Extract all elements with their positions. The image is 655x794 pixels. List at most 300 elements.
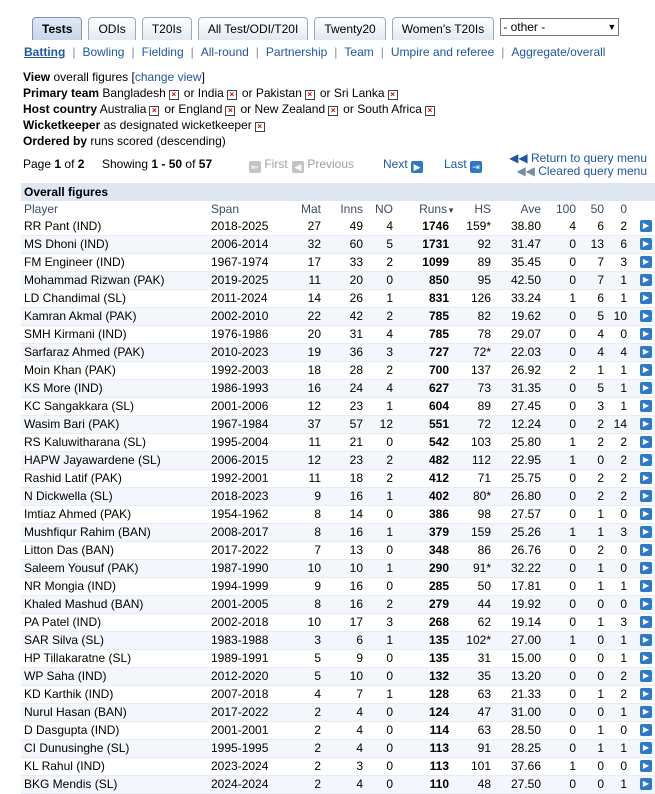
ducks-cell: 2 (620, 669, 627, 683)
view-details-icon[interactable]: ▶ (640, 418, 652, 430)
player-name: KC Sangakkara (SL) (24, 399, 135, 413)
ave-cell: 25.26 (510, 525, 541, 539)
fifties-cell: 1 (597, 525, 604, 539)
span-cell: 2024-2024 (211, 777, 269, 791)
runs-cell: 482 (428, 453, 449, 467)
runs-cell: 542 (428, 435, 449, 449)
player-name: SMH Kirmani (IND) (24, 327, 127, 341)
view-details-icon[interactable]: ▶ (640, 400, 652, 412)
ordered-text: runs scored (descending) (90, 134, 226, 148)
no-cell: 1 (386, 633, 393, 647)
hundreds-cell: 0 (569, 399, 576, 413)
hs-cell: 82 (477, 309, 491, 323)
nav-batting[interactable]: Batting (24, 45, 66, 59)
last-page-button[interactable]: Last ⇥ (444, 157, 482, 173)
table-row (21, 398, 655, 416)
view-details-icon[interactable]: ▶ (640, 490, 652, 502)
inns-cell: 33 (349, 255, 363, 269)
player-name: Sarfaraz Ahmed (PAK) (24, 345, 145, 359)
ducks-cell: 1 (620, 705, 627, 719)
first-page-button[interactable]: ⇤ First (249, 157, 288, 173)
hundreds-cell: 0 (569, 309, 576, 323)
span-cell: 1987-1990 (211, 561, 269, 575)
fifties-cell: 0 (597, 453, 604, 467)
player-name: FM Engineer (IND) (24, 255, 125, 269)
span-cell: 1954-1962 (211, 507, 269, 521)
next-page-button[interactable]: Next ▶ (383, 157, 423, 173)
host-country-item: England (178, 102, 223, 116)
col-inns[interactable]: Inns (340, 202, 363, 216)
hs-cell: 86 (477, 543, 491, 557)
table-row (21, 524, 655, 542)
ave-cell: 38.80 (510, 219, 541, 233)
remove-icon[interactable]: × (169, 90, 179, 100)
no-cell: 0 (386, 435, 393, 449)
remove-icon[interactable]: × (149, 106, 159, 116)
ducks-cell: 0 (620, 561, 627, 575)
host-country-item: New Zealand (254, 102, 326, 116)
other-select-value: - other - (503, 20, 546, 34)
no-cell: 1 (386, 399, 393, 413)
player-name: KD Karthik (IND) (24, 687, 114, 701)
player-name: SAR Silva (SL) (24, 633, 105, 647)
change-view-link[interactable]: change view (134, 70, 202, 84)
span-cell: 2017-2022 (211, 705, 269, 719)
hundreds-cell: 0 (569, 687, 576, 701)
col-mat[interactable]: Mat (300, 202, 321, 216)
tab-odis[interactable]: ODIs (88, 17, 135, 40)
mat-cell: 22 (307, 309, 321, 323)
view-details-icon[interactable]: ▶ (640, 364, 652, 376)
ave-cell: 31.00 (510, 705, 541, 719)
col-0[interactable]: 0 (620, 202, 627, 216)
tab-tests[interactable]: Tests (32, 17, 82, 40)
ducks-cell: 1 (620, 363, 627, 377)
table-row (21, 668, 655, 686)
tab-t20is[interactable]: T20Is (142, 17, 192, 40)
span-cell: 1989-1991 (211, 651, 269, 665)
ducks-cell: 1 (620, 273, 627, 287)
table-row (21, 560, 655, 578)
table-row (21, 416, 655, 434)
span-cell: 2001-2005 (211, 597, 269, 611)
ordered-label: Ordered by (23, 134, 88, 148)
fifties-cell: 4 (597, 345, 604, 359)
hundreds-cell: 0 (569, 273, 576, 287)
no-cell: 4 (386, 381, 393, 395)
ave-cell: 26.92 (510, 363, 541, 377)
view-details-icon[interactable]: ▶ (640, 454, 652, 466)
view-details-icon[interactable]: ▶ (640, 508, 652, 520)
nav-fielding[interactable]: Fielding (141, 45, 184, 59)
span-cell: 1992-2003 (211, 363, 269, 377)
hundreds-cell: 2 (569, 363, 576, 377)
hs-cell: 80* (472, 489, 491, 503)
wicketkeeper-line (23, 118, 270, 132)
span-cell: 2010-2023 (211, 345, 269, 359)
inns-cell: 36 (349, 345, 363, 359)
span-cell: 1994-1999 (211, 579, 269, 593)
hs-cell: 78 (477, 327, 491, 341)
inns-cell: 6 (356, 633, 363, 647)
primary-team-item: Bangladesh (102, 86, 166, 100)
fifties-cell: 0 (597, 669, 604, 683)
no-cell: 1 (386, 561, 393, 575)
span-cell: 2019-2025 (211, 273, 269, 287)
fifties-cell: 1 (597, 561, 604, 575)
player-name: Imtiaz Ahmed (PAK) (24, 507, 132, 521)
remove-icon[interactable]: × (225, 106, 235, 116)
col-span[interactable]: Span (211, 202, 240, 216)
hs-cell: 50 (477, 579, 491, 593)
view-details-icon[interactable]: ▶ (640, 688, 652, 700)
tab-womens-t20is[interactable]: Women's T20Is (392, 17, 495, 40)
ducks-cell: 1 (620, 741, 627, 755)
host-country-line: Host country Australia × or England × or New Zealand × or South Africa × (23, 102, 440, 116)
view-details-icon[interactable]: ▶ (640, 544, 652, 556)
inns-cell: 31 (349, 327, 363, 341)
ave-cell: 19.62 (510, 309, 541, 323)
ducks-cell: 0 (620, 327, 627, 341)
ave-cell: 19.14 (510, 615, 541, 629)
nav-partnership[interactable]: Partnership (265, 45, 328, 59)
previous-page-button[interactable]: ◀ Previous (292, 157, 354, 173)
ave-cell: 25.80 (510, 435, 541, 449)
span-cell: 1967-1984 (211, 417, 269, 431)
remove-icon[interactable]: × (425, 106, 435, 116)
runs-cell: 268 (428, 615, 449, 629)
hundreds-cell: 0 (569, 705, 576, 719)
hs-cell: 126 (470, 291, 491, 305)
fifties-cell: 6 (597, 219, 604, 233)
span-cell: 2023-2024 (211, 759, 269, 773)
hundreds-cell: 1 (569, 291, 576, 305)
span-cell: 2006-2015 (211, 453, 269, 467)
inns-cell: 26 (349, 291, 363, 305)
player-name: HP Tillakaratne (SL) (24, 651, 132, 665)
player-name: BKG Mendis (SL) (24, 777, 118, 791)
return-icon: ◀◀ (509, 151, 528, 165)
table-row (21, 650, 655, 668)
inns-cell: 16 (349, 525, 363, 539)
inns-cell: 24 (349, 381, 363, 395)
ave-cell: 27.45 (510, 399, 541, 413)
table-row (21, 326, 655, 344)
mat-cell: 4 (314, 687, 321, 701)
view-details-icon[interactable]: ▶ (640, 598, 652, 610)
col-50[interactable]: 50 (590, 202, 604, 216)
fifties-cell: 1 (597, 723, 604, 737)
table-header (21, 201, 655, 218)
ducks-cell: 0 (620, 507, 627, 521)
no-cell: 1 (386, 489, 393, 503)
span-cell: 2011-2024 (211, 291, 268, 305)
no-cell: 2 (386, 471, 393, 485)
mat-cell: 9 (314, 489, 321, 503)
inns-cell: 4 (356, 723, 363, 737)
runs-cell: 831 (428, 291, 449, 305)
fifties-cell: 0 (597, 633, 604, 647)
mat-cell: 3 (314, 633, 321, 647)
table-row (21, 434, 655, 452)
view-details-icon[interactable]: ▶ (640, 310, 652, 322)
ave-cell: 27.00 (510, 633, 541, 647)
runs-cell: 386 (428, 507, 449, 521)
span-cell: 1995-1995 (211, 741, 269, 755)
ducks-cell: 0 (620, 597, 627, 611)
no-cell: 2 (386, 255, 393, 269)
showing-indicator: Showing 1 - 50 of 57 (102, 157, 213, 171)
view-details-icon[interactable]: ▶ (640, 238, 652, 250)
table-title: Overall figures (21, 183, 655, 201)
runs-cell: 1731 (422, 237, 449, 251)
view-details-icon[interactable]: ▶ (640, 274, 652, 286)
hs-cell: 73 (477, 381, 491, 395)
ducks-cell: 1 (620, 633, 627, 647)
mat-cell: 11 (308, 273, 321, 287)
hundreds-cell: 0 (569, 255, 576, 269)
hundreds-cell: 1 (569, 759, 576, 773)
table-row (21, 596, 655, 614)
nav-all-round[interactable]: All-round (200, 45, 249, 59)
hs-cell: 137 (470, 363, 491, 377)
mat-cell: 8 (314, 597, 321, 611)
cleared-query-menu-link[interactable]: ◀◀ Cleared query menu (516, 164, 647, 178)
table-row (21, 776, 655, 794)
col-runs[interactable]: Runs▼ (419, 202, 455, 216)
last-page-icon: ⇥ (470, 161, 482, 173)
player-name: Kamran Akmal (PAK) (24, 309, 137, 323)
table-row (21, 236, 655, 254)
player-name: Wasim Bari (PAK) (24, 417, 120, 431)
hs-cell: 91 (477, 741, 491, 755)
fifties-cell: 2 (597, 435, 604, 449)
nav-bowling[interactable]: Bowling (82, 45, 125, 59)
hundreds-cell: 1 (569, 453, 576, 467)
view-details-icon[interactable]: ▶ (640, 382, 652, 394)
view-details-icon[interactable]: ▶ (640, 634, 652, 646)
inns-cell: 49 (349, 219, 363, 233)
remove-icon[interactable]: × (305, 90, 315, 100)
hundreds-cell: 0 (569, 489, 576, 503)
runs-cell: 785 (428, 327, 449, 341)
col-no[interactable]: NO (375, 202, 393, 216)
ducks-cell: 2 (620, 219, 627, 233)
view-details-icon[interactable]: ▶ (640, 328, 652, 340)
primary-team-item: Pakistan (255, 86, 302, 100)
mat-cell: 12 (307, 453, 321, 467)
view-details-icon[interactable]: ▶ (640, 562, 652, 574)
fifties-cell: 0 (597, 705, 604, 719)
view-details-icon[interactable]: ▶ (640, 346, 652, 358)
span-cell: 1976-1986 (211, 327, 269, 341)
hundreds-cell: 4 (569, 219, 576, 233)
remove-icon[interactable]: × (388, 90, 398, 100)
ave-cell: 19.92 (510, 597, 541, 611)
mat-cell: 8 (314, 525, 321, 539)
ave-cell: 15.00 (510, 651, 541, 665)
table-row (21, 542, 655, 560)
hundreds-cell: 0 (569, 417, 576, 431)
page-indicator: Page 1 of 2 (23, 157, 85, 171)
span-cell: 2002-2018 (211, 615, 269, 629)
inns-cell: 4 (356, 741, 363, 755)
view-line: View overall figures [change view] (23, 70, 205, 84)
ducks-cell: 2 (620, 435, 627, 449)
fifties-cell: 13 (590, 237, 604, 251)
no-cell: 0 (386, 543, 393, 557)
nav-aggregate[interactable]: Aggregate/overall (511, 45, 606, 59)
tab-twenty20[interactable]: Twenty20 (314, 17, 385, 40)
col-100[interactable]: 100 (555, 202, 576, 216)
hs-cell: 62 (477, 615, 491, 629)
ave-cell: 13.20 (510, 669, 541, 683)
remove-icon[interactable]: × (328, 106, 338, 116)
runs-cell: 114 (429, 723, 449, 737)
runs-cell: 279 (428, 597, 449, 611)
remove-icon[interactable]: × (227, 90, 237, 100)
ave-cell: 29.07 (510, 327, 541, 341)
ducks-cell: 3 (620, 255, 627, 269)
view-details-icon[interactable]: ▶ (640, 652, 652, 664)
span-cell: 2001-2001 (211, 723, 269, 737)
inns-cell: 4 (356, 777, 363, 791)
fifties-cell: 1 (597, 615, 604, 629)
ordered-line (23, 134, 226, 148)
hs-cell: 47 (477, 705, 491, 719)
ducks-cell: 0 (620, 759, 627, 773)
table-row (21, 380, 655, 398)
remove-icon[interactable]: × (255, 122, 265, 132)
view-details-icon[interactable]: ▶ (640, 472, 652, 484)
mat-cell: 5 (314, 651, 321, 665)
span-cell: 1967-1974 (211, 255, 269, 269)
inns-cell: 20 (349, 273, 363, 287)
table-row (21, 470, 655, 488)
span-cell: 2002-2010 (211, 309, 269, 323)
player-name: Mushfiqur Rahim (BAN) (24, 525, 151, 539)
runs-cell: 128 (428, 687, 449, 701)
mat-cell: 5 (314, 669, 321, 683)
nav-team[interactable]: Team (344, 45, 374, 59)
table-row (21, 722, 655, 740)
ducks-cell: 14 (613, 417, 627, 431)
runs-cell: 551 (428, 417, 449, 431)
hundreds-cell: 1 (569, 633, 576, 647)
fifties-cell: 2 (597, 417, 604, 431)
ducks-cell: 4 (620, 345, 627, 359)
span-cell: 1983-1988 (211, 633, 269, 647)
runs-cell: 727 (428, 345, 449, 359)
no-cell: 2 (386, 309, 393, 323)
view-details-icon[interactable]: ▶ (640, 220, 652, 232)
fifties-cell: 1 (597, 687, 604, 701)
span-cell: 2008-2017 (211, 525, 269, 539)
ducks-cell: 0 (620, 723, 627, 737)
view-details-icon[interactable]: ▶ (640, 742, 652, 754)
view-details-icon[interactable]: ▶ (640, 724, 652, 736)
view-details-icon[interactable]: ▶ (640, 436, 652, 448)
runs-cell: 412 (428, 471, 449, 485)
table-row (21, 704, 655, 722)
runs-cell: 604 (428, 399, 449, 413)
view-details-icon[interactable]: ▶ (640, 706, 652, 718)
hs-cell: 101 (470, 759, 491, 773)
wicketkeeper-label: Wicketkeeper (23, 118, 101, 132)
span-cell: 2017-2022 (211, 543, 269, 557)
ducks-cell: 1 (620, 777, 627, 791)
fifties-cell: 2 (597, 471, 604, 485)
view-details-icon[interactable]: ▶ (640, 778, 652, 790)
sort-desc-icon: ▼ (447, 206, 455, 215)
player-name: Litton Das (BAN) (24, 543, 115, 557)
mat-cell: 9 (314, 579, 321, 593)
view-details-icon[interactable]: ▶ (640, 616, 652, 628)
ducks-cell: 10 (613, 309, 627, 323)
view-details-icon[interactable]: ▶ (640, 292, 652, 304)
nav-umpire-referee[interactable]: Umpire and referee (390, 45, 495, 59)
span-cell: 2007-2018 (211, 687, 269, 701)
table-row (21, 452, 655, 470)
inns-cell: 17 (349, 615, 363, 629)
tab-all-formats[interactable]: All Test/ODI/T20I (198, 17, 308, 40)
view-details-icon[interactable]: ▶ (640, 526, 652, 538)
no-cell: 1 (386, 687, 393, 701)
player-name: HAPW Jayawardene (SL) (24, 453, 161, 467)
hs-cell: 31 (477, 651, 491, 665)
other-format-select[interactable] (500, 18, 619, 36)
player-name: MS Dhoni (IND) (24, 237, 109, 251)
view-details-icon[interactable]: ▶ (640, 760, 652, 772)
primary-team-label: Primary team (23, 86, 100, 100)
host-country-item: Australia (99, 102, 147, 116)
runs-cell: 124 (428, 705, 449, 719)
view-details-icon[interactable]: ▶ (640, 670, 652, 682)
hundreds-cell: 0 (569, 381, 576, 395)
primary-team-item: India (197, 86, 224, 100)
hs-cell: 44 (477, 597, 491, 611)
inns-cell: 16 (349, 489, 363, 503)
ave-cell: 27.57 (510, 507, 541, 521)
no-cell: 0 (386, 669, 393, 683)
mat-cell: 16 (307, 381, 321, 395)
fifties-cell: 2 (597, 543, 604, 557)
col-hs[interactable]: HS (474, 202, 491, 216)
span-cell: 1992-2001 (211, 471, 269, 485)
mat-cell: 18 (307, 363, 321, 377)
view-details-icon[interactable]: ▶ (640, 580, 652, 592)
player-name: LD Chandimal (SL) (24, 291, 127, 305)
col-ave[interactable]: Ave (520, 202, 541, 216)
no-cell: 4 (386, 327, 393, 341)
fifties-cell: 4 (597, 327, 604, 341)
hs-cell: 159 (470, 525, 491, 539)
runs-cell: 132 (428, 669, 449, 683)
inns-cell: 3 (356, 759, 363, 773)
no-cell: 0 (386, 273, 393, 287)
ave-cell: 31.35 (510, 381, 541, 395)
hundreds-cell: 0 (569, 561, 576, 575)
fifties-cell: 6 (597, 291, 604, 305)
ducks-cell: 1 (620, 381, 627, 395)
view-details-icon[interactable]: ▶ (640, 256, 652, 268)
table-row (21, 632, 655, 650)
col-player[interactable]: Player (24, 202, 59, 216)
ave-cell: 26.80 (510, 489, 541, 503)
mat-cell: 2 (314, 759, 321, 773)
fifties-cell: 0 (597, 597, 604, 611)
return-query-menu-link[interactable]: ◀◀ Return to query menu (509, 151, 647, 165)
